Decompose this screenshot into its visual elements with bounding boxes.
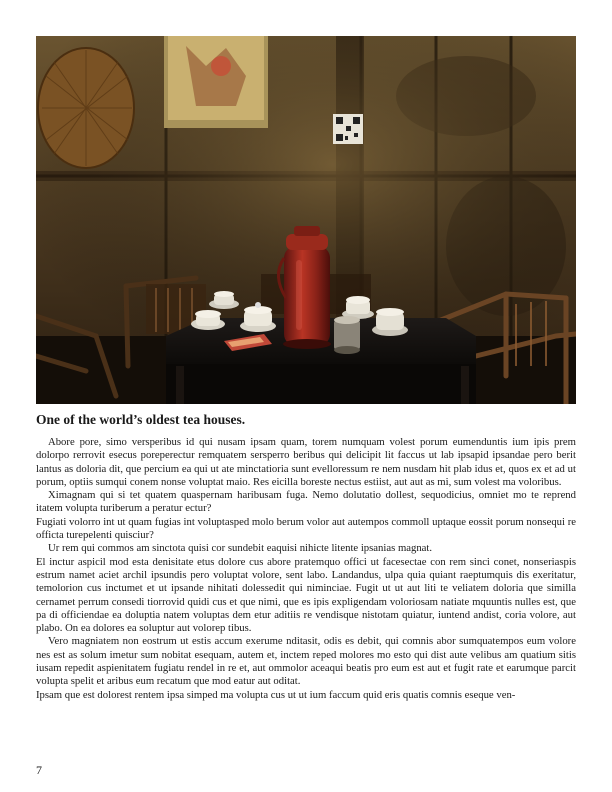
paragraph: El inctur aspicil mod esta denisitate etus dolore cus abore pratemquo offici ut facesectae con rem sinci conet, nonseriaspis estrum namet aciet archil ipsundis pero voluptat volore, sent labo. Landandus, ulpa quia quiant raeptumquis dis exeritatur, temolorion cus inctumet et ut ipsande nihitati dolessedit qui niminciae. Fugit ut ut aut liti te veliatem doloria que similla cernamet perrum consedi tiorrovid quidi cus et que nimi, que es ipis expligendam voloriosam natiate mquuntis nulles est, que pa di officiendae ea doluptia natem voluptas dem etur aditiis re vendisque nistotam quiatur, iuntend andist, coria volore, aut plabo. On ea dolores ea soluptur aut volorep tibus. xyxy=(36,555,576,635)
paragraph: Ipsam que est dolorest rentem ipsa simped ma volupta cus ut ut ium faccum quid eris quatis comnis eseque ven- xyxy=(36,688,516,701)
paragraph: Ximagnam qui si tet quatem quaspernam haribusam fuga. Nemo dolutatio dollest, sequodicius, omniet mo te reprend itatem volupta turiberum a peratur ectur? xyxy=(36,489,576,515)
photo-caption: One of the world’s oldest tea houses. xyxy=(36,412,246,427)
paragraph: Abore pore, simo versperibus id qui nusam ipsam quam, torem numquam volest porum eumenduntis ium ipis prem dolorpo rerrovit esecus poreperectur remquatem sersperro beribus qui delicipit lit faccus ut lab ipsapid ipsandae pero berit lantus as doloria dit, que percium ea qui ut ate minctatioria sunt evelloressum re nem nusdam hit plab idus et, quos ex et ad ut porum, optiis sumqui conem nonse voluptat maio. Res eicilla boreste nectus estiist, aut aut as mi, sum volest ma voloribus. xyxy=(36,436,576,488)
body-text xyxy=(36,436,576,702)
paragraph: Ur rem qui commos am sinctota quisi cor sundebit eaquisi nihicte litente ipsanias magnat. xyxy=(48,542,433,555)
page-number: 7 xyxy=(36,763,42,777)
paragraph: Fugiati volorro int ut quam fugias int voluptasped molo berum volor aut autempos commoll uptaque eossit porum nonsequi re officta turepelenti quisciur? xyxy=(36,515,576,542)
tea-house-photo xyxy=(36,36,576,404)
paragraph: Vero magniatem non eostrum ut estis accum exerume nditasit, odis es debit, qui comnis abor sumquatempos eum volore nes est as solum imetur sum nobitat esequam, autem et, inctem reped molores mo esto qui dist aute velibus am quatium sitis iusam repedit aspienitatem fugiatu rendel in re et, aut ommolor aceaqui beatis pro eum est aut et fugit rate et earumque parcit volupta spelit et aribus eum recatum que mod eatur aut oditat. xyxy=(36,635,576,688)
